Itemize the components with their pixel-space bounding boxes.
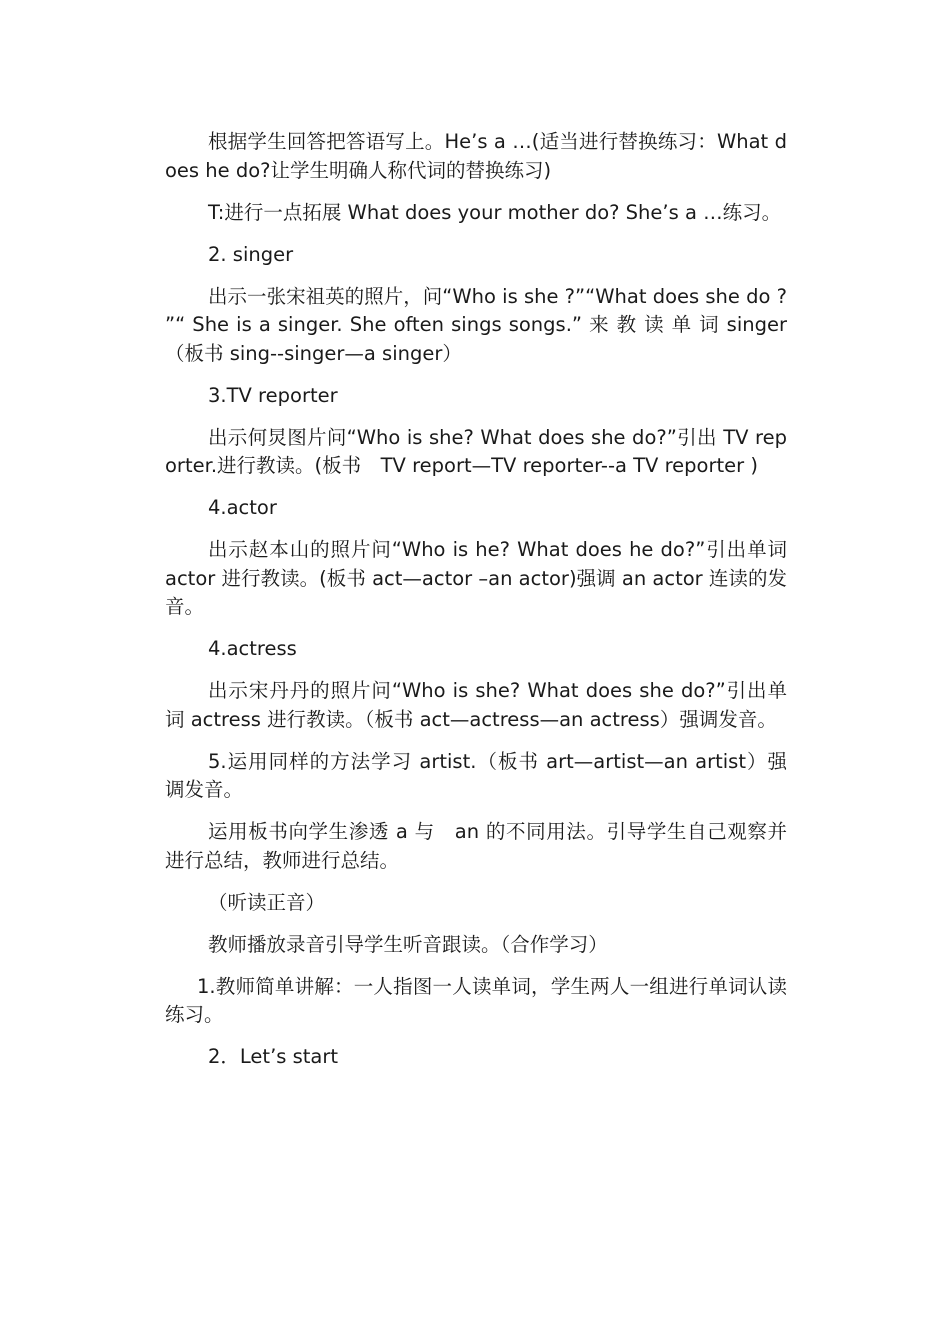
document-body: [165, 128, 787, 1072]
paragraph-a-an-usage: 运用板书向学生渗透 a 与 an 的不同用法。引导学生自己观察并进行总结，教师进行总结。: [165, 820, 787, 872]
heading-actress: 4.actress: [208, 637, 297, 660]
paragraph-actor: 出示赵本山的照片问“Who is he? What does he do?”引出单词 actor 进行教读。(板书 act—actor –an actor)强调 an actor 连读的发音。: [165, 538, 787, 618]
heading-tv-reporter: 3.TV reporter: [208, 383, 338, 407]
paragraph-play-recording: 教师播放录音引导学生听音跟读。（合作学习）: [208, 932, 608, 956]
paragraph-tv-reporter: 出示何炅图片问“Who is she? What does she do?”引出 TV reporter.进行教读。(板书 TV report—TV reporter--a TV reporter ): [165, 425, 787, 477]
section-listen-read: （听读正音）: [208, 890, 326, 914]
paragraph-singer: 出示一张宋祖英的照片，问“Who is she ?”“What does she do ? ”“ She is a singer. She often sings songs.” 来 教 读 单 词 singer（板书 sing--singer—a singer）: [165, 284, 787, 365]
heading-actor: 4.actor: [208, 496, 277, 519]
paragraph-extension: T:进行一点拓展 What does your mother do? She’s a …练习。: [208, 200, 782, 224]
heading-lets-start: 2．Let’s start: [208, 1045, 339, 1068]
paragraph-answer-writing: 根据学生回答把答语写上。He’s a …(适当进行替换练习：What does he do?让学生明确人称代词的替换练习): [165, 130, 787, 182]
paragraph-artist: 5.运用同样的方法学习 artist.（板书 art—artist—an artist）强调发音。: [165, 749, 787, 801]
heading-singer: 2. singer: [208, 242, 294, 266]
paragraph-pair-practice: 1.教师简单讲解：一人指图一人读单词，学生两人一组进行单词认读练习。: [165, 974, 787, 1026]
paragraph-actress: 出示宋丹丹的照片问“Who is she? What does she do?”引出单词 actress 进行教读。（板书 act—actress—an actress）强调发音。: [165, 679, 787, 731]
